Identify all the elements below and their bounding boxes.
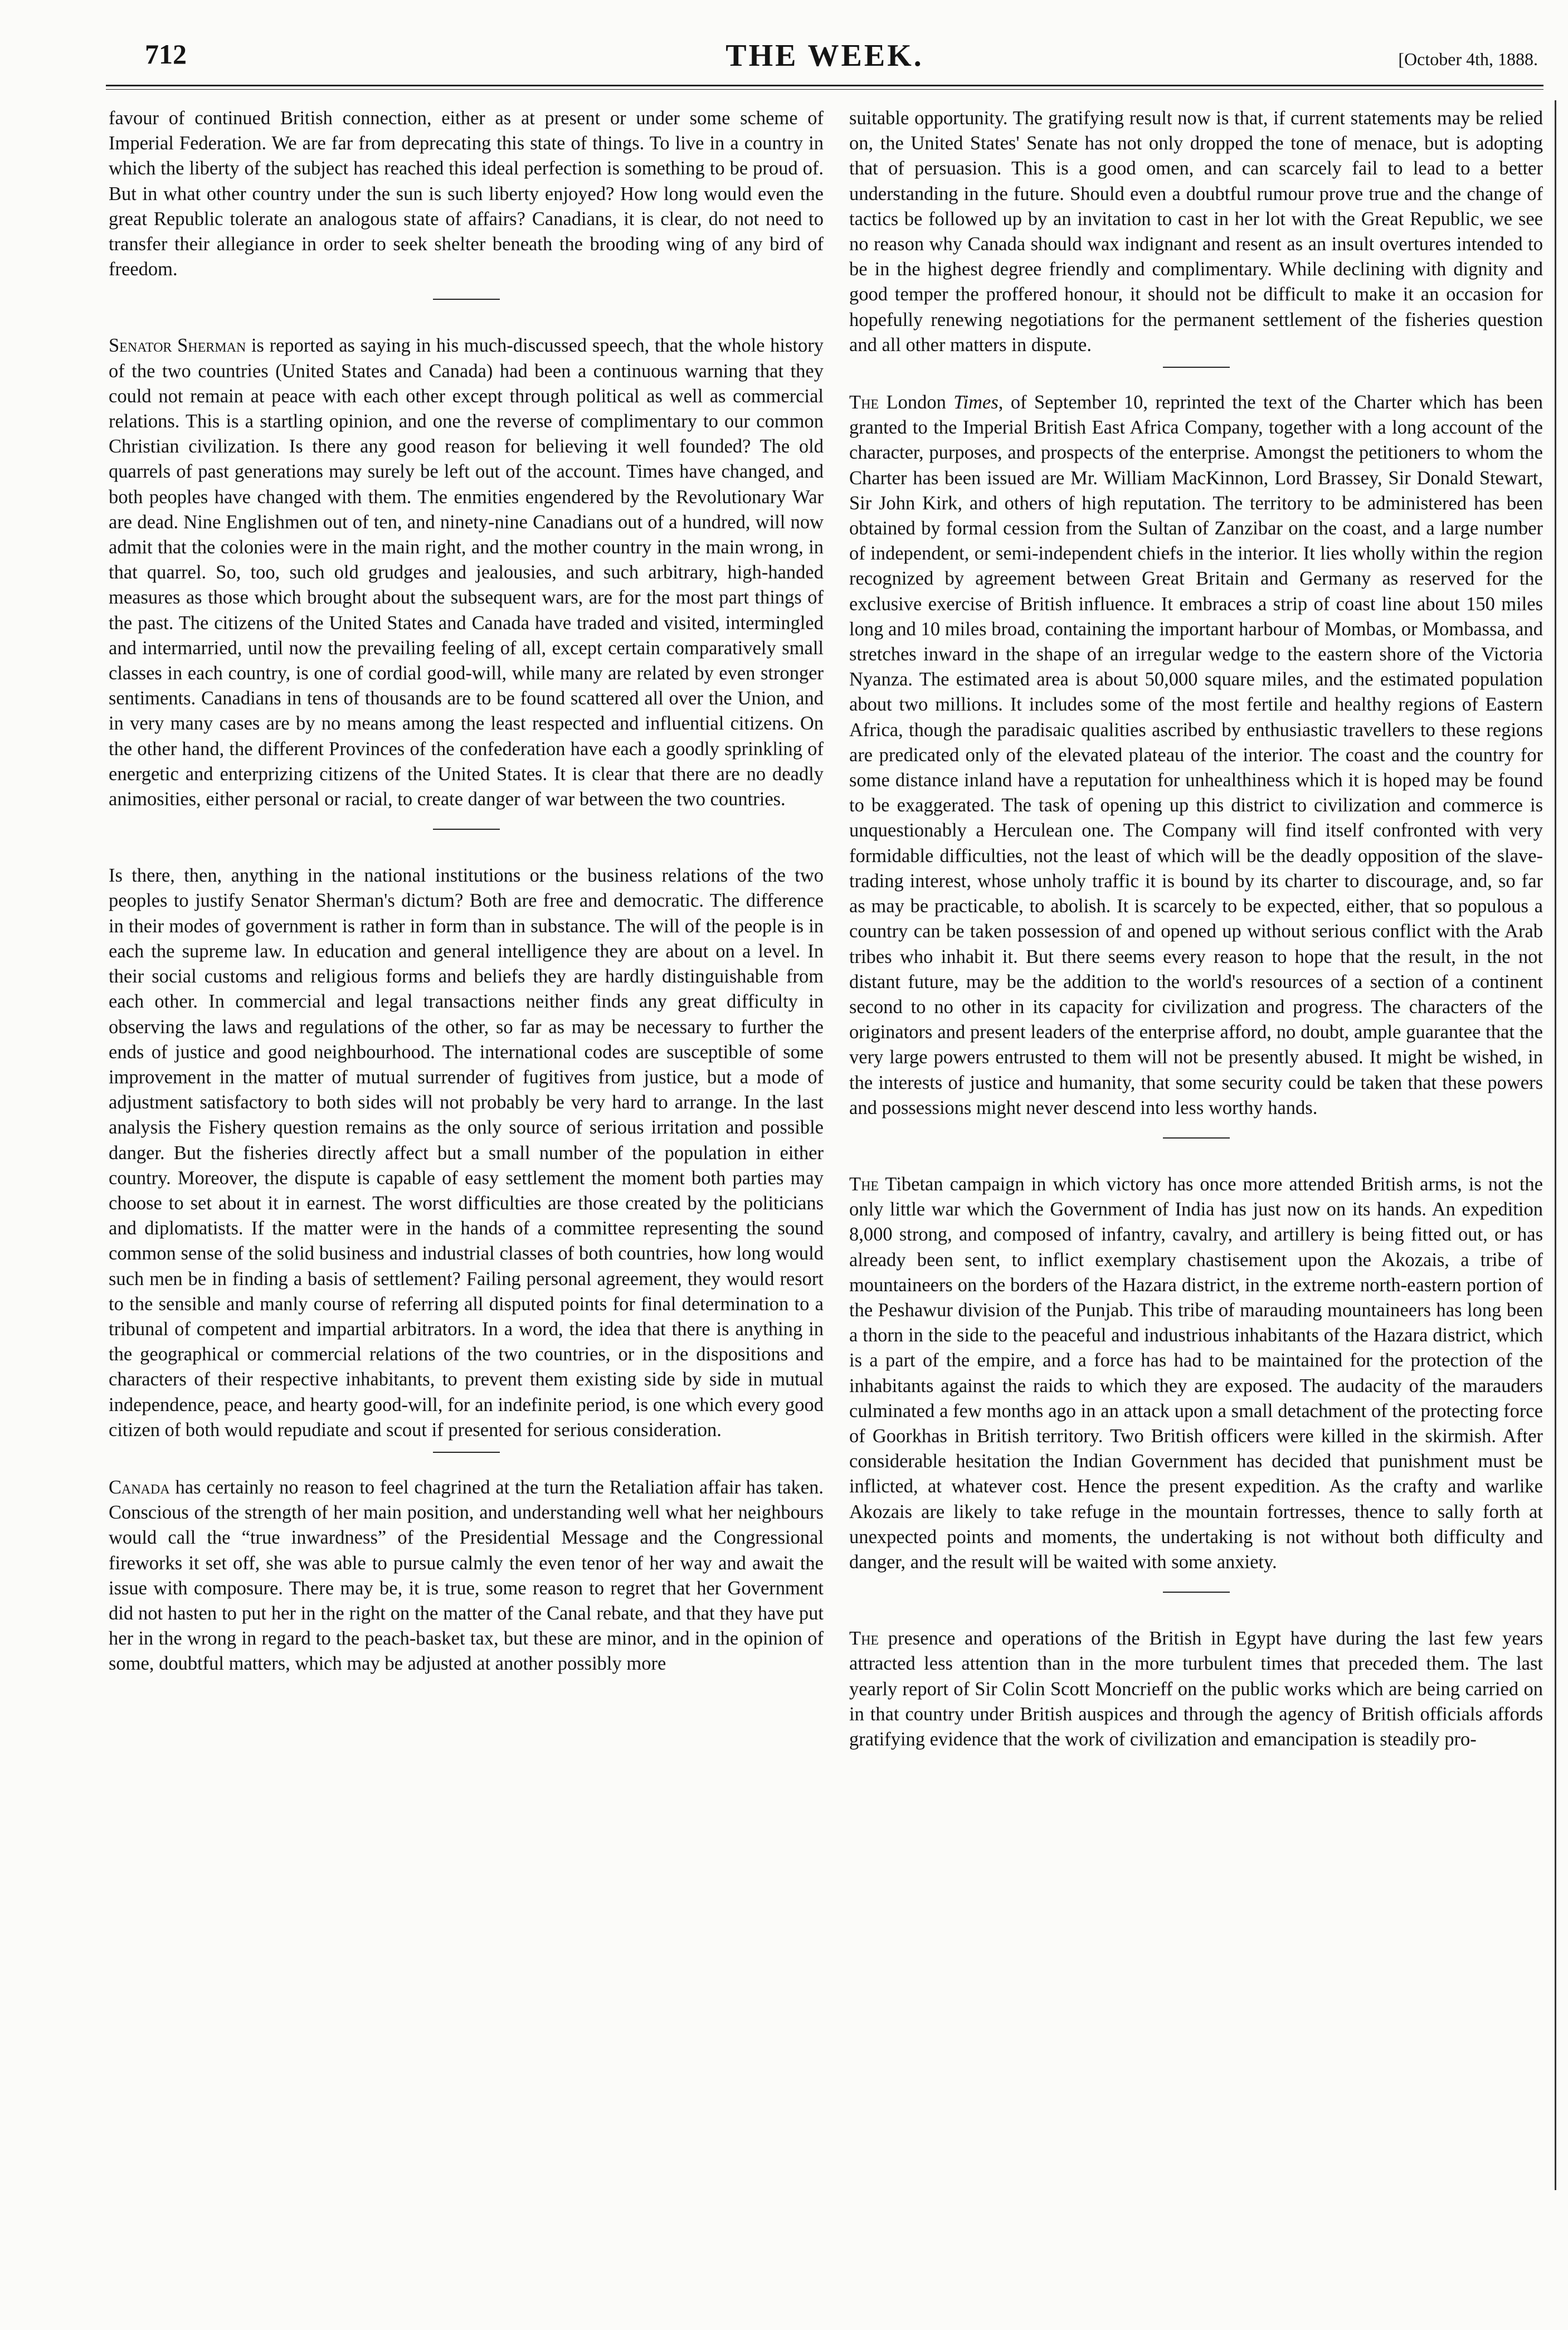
section-separator: [433, 299, 500, 300]
issue-date: [October 4th, 1888.: [1398, 49, 1538, 69]
paragraph-text: London: [879, 392, 954, 414]
lead-in: The: [849, 1628, 879, 1650]
page-edge-shadow: [1555, 100, 1556, 2190]
left-column: [109, 106, 824, 1677]
paragraph-text: is reported as saying in his much-discussed speech, that the whole history of the two countries (United States and Canada) had been a continuous warning that they could not remain at peace with each other except through political as well as commercial relations. This is a startling opinion, and one the reverse of complimentary to our common Christian civilization. Is there any good reason for believing it well founded? The old quarrels of past generations may surely be left out of the account. Times have changed, and both peoples have changed with them. The enmities engendered by the Revolutionary War are dead. Nine Englishmen out of ten, and ninety-nine Canadians out of a hundred, will now admit that the colonies were in the main right, and the mother country in the main wrong, in that quarrel. So, too, such old grudges and jealousies, and such arbitrary, high-handed measures as those which brought about the subsequent wars, are for the most part things of the past. The citizens of the United States and Canada have traded and visited, intermingled and intermarried, until now the prevailing feeling of all, except certain comparatively small classes in each country, is one of cordial good-will, while many are related by even stronger sentiments. Canadians in tens of thousands are to be found scattered all over the Union, and in very many cases are by no means among the least respected and influential citizens. On the other hand, the different Provinces of the confederation have each a goodly sprinkling of energetic and enterprizing citizens of the United States. It is clear that there are no deadly animosities, either personal or racial, to create danger of war between the two countries.: [109, 335, 824, 810]
section-separator: [433, 829, 500, 830]
article-paragraph: suitable opportunity. The gratifying result now is that, if current statements may be relied on, the United States' Senate has not only dropped the tone of menace, but is adopting that of persuasion. This is a good omen, and can scarcely fail to lead to a better understanding in the future. Should even a doubtful rumour prove true and the change of tactics be followed up by an invitation to cast in her lot with the Great Republic, we see no reason why Canada should wax indignant and resent as an insult overtures intended to be in the highest degree friendly and complimentary. While declining with dignity and good temper the proffered honour, it should not be difficult to make it an occasion for hopefully renewing negotiations for the permanent settlement of the fisheries question and all other matters in dispute.: [849, 108, 1543, 356]
section-separator: [1163, 367, 1230, 368]
article-paragraph: [849, 1172, 1543, 1575]
paragraph-text: , of September 10, reprinted the text of the Charter which has been granted to the Imperial British East Africa Company, together with a long account of the character, purposes, and prospects of the enterprise. Amongst the petitioners to whom the Charter has been issued are Mr. William MacKinnon, Lord Brassey, Sir Donald Stewart, Sir John Kirk, and others of high reputation. The territory to be administered has been obtained by formal cession from the Sultan of Zanzibar on the coast, and a large number of independent, or semi-independent chiefs in the interior. It lies wholly within the region recognized by agreement between Great Britain and Germany as reserved for the exclusive exercise of British influence. It embraces a strip of coast line about 150 miles long and 10 miles broad, containing the important harbour of Mombas, or Mombassa, and stretches inward in the shape of an irregular wedge to the eastern shore of the Victoria Nyanza. The estimated area is about 50,000 square miles, and the estimated population about two millions. It includes some of the most fertile and healthy regions of Eastern Africa, though the paradisaic qualities ascribed by enthusiastic travellers to these regions are predicated only of the elevated plateau of the interior. The coast and the country for some distance inland have a reputation for unhealthiness which it is hoped may be found to be exaggerated. The task of opening up this district to civilization and commerce is unquestionably a Herculean one. The Company will find itself confronted with very formidable difficulties, not the least of which will be the deadly opposition of the slave-trading interest, whose unholy traffic it is bound by its charter to discourage, and, so far as may be practicable, to abolish. It is scarcely to be expected, either, that so populous a country can be taken possession of and opened up without serious conflict with the Arab tribes who inhabit it. But there seems every reason to hope that the result, in the not distant future, may be the addition to the world's resources of a section of a continent second to no other in its capacity for civilization and progress. The characters of the originators and present leaders of the enterprise afford, no doubt, ample guarantee that the very large powers entrusted to them will not be presently abused. It might be wished, in the interests of justice and humanity, that some security could be taken that these powers and possessions might never descend into less worthy hands.: [849, 392, 1543, 1118]
masthead-title: THE WEEK.: [725, 38, 924, 73]
lead-in: The: [849, 1173, 879, 1195]
article-paragraph: Is there, then, anything in the national institutions or the business relations of the two peoples to justify Senator Sherman's dictum? Both are free and democratic. The difference in their modes of government is rather in form than in substance. The will of the people is in each the supreme law. In education and general intelligence they are about on a level. In their social customs and religious forms and beliefs they are hardly distinguishable from each other. In commercial and legal transactions neither finds any great difficulty in observing the laws and regulations of the other, so far as may be necessary to further the ends of justice and good neighbourhood. The international codes are susceptible of some improvement in the matter of mutual surrender of fugitives from justice, but a mode of adjustment satisfactory to both sides will not probably be very hard to arrange. In the last analysis the Fishery question remains as the only source of serious irritation and possible danger. But the fisheries directly affect but a small number of the population in either country. Moreover, the dispute is capable of easy settlement the moment both parties may choose to set about it in earnest. The worst difficulties are those created by the politicians and diplomatists. If the matter were in the hands of a committee representing the sound common sense of the solid business and industrial classes of both countries, how long would such men be in finding a basis of settlement? Failing personal agreement, they would resort to the sensible and manly course of referring all disputed points for final determination to a tribunal of competent and impartial arbitrators. In a word, the idea that there is anything in the geographical or commercial relations of the two countries, or in the dispositions and characters of their respective inhabitants, to prevent them existing side by side in mutual independence, peace, and hearty good-will, for an indefinite period, is one which every good citizen of both would repudiate and scout if presented for serious consideration.: [109, 865, 824, 1441]
section-separator: [1163, 1137, 1230, 1139]
page-number: 712: [145, 38, 187, 70]
paragraph-text: Tibetan campaign in which victory has once more attended British arms, is not the only little war which the Government of India has just now on its hands. An expedition 8,000 strong, and composed of infantry, cavalry, and artillery is being fitted out, or has already been sent, to inflict exemplary chastisement upon the Akozais, a tribe of mountaineers on the borders of the Hazara district, in the extreme north-eastern portion of the Peshawur division of the Punjab. This tribe of marauding mountaineers has long been a thorn in the side to the peaceful and industrious inhabitants of the Hazara district, which is a part of the empire, and a force has had to be maintained for the protection of the inhabitants against the raids to which they are exposed. The audacity of the marauders culminated a few months ago in an attack upon a small detachment of the protecting force of Goorkhas in British territory. Two British officers were killed in the skirmish. After considerable hesitation the Indian Government has decided that punishment must be inflicted, at whatever cost. Hence the present expedition. As the crafty and warlike Akozais are likely to take refuge in the mountain fortresses, thence to sally forth at unexpected points and moments, the undertaking is not without both difficulty and danger, and the result will be waited with some anxiety.: [849, 1173, 1543, 1573]
header-rule-thin: [106, 89, 1543, 90]
article-paragraph: [849, 390, 1543, 1121]
article-paragraph: [109, 333, 824, 812]
lead-in: The: [849, 392, 879, 414]
right-column: [849, 106, 1543, 1752]
lead-in: Senator Sherman: [109, 335, 246, 357]
section-separator: [433, 1452, 500, 1453]
page-header: [106, 33, 1543, 84]
article-paragraph: [109, 1475, 824, 1677]
newspaper-name: Times: [953, 392, 999, 414]
article-paragraph: [849, 1626, 1543, 1752]
paragraph-text: presence and operations of the British in Egypt have during the last few years attracted less attention than in the more turbulent times that preceded them. The last yearly report of Sir Colin Scott Moncrieff on the public works which are being carried on in that country under British auspices and through the agency of British officials affords gratifying evidence that the work of civilization and emancipation is steadily pro-: [849, 1628, 1543, 1750]
section-separator: [1163, 1592, 1230, 1593]
header-rule: [106, 85, 1543, 86]
paragraph-text: has certainly no reason to feel chagrined at the turn the Retaliation affair has taken. Conscious of the strength of her main position, and understanding well what her neighbours would call the “true inwardness” of the Presidential Message and the Congressional fireworks it set off, she was able to pursue calmly the even tenor of her way and await the issue with composure. There may be, it is true, some reason to regret that her Government did not hasten to put her in the right on the matter of the Canal rebate, and that they have put her in the wrong in regard to the peach-basket tax, but these are minor, and in the opinion of some, doubtful matters, which may be adjusted at another possibly more: [109, 1476, 824, 1675]
lead-in: Canada: [109, 1476, 170, 1498]
article-paragraph: favour of continued British connection, either as at present or under some scheme of Imperial Federation. We are far from deprecating this state of things. To live in a country in which the liberty of the subject has reached this ideal perfection is something to be proud of. But in what other country under the sun is such liberty enjoyed? How long would even the great Republic tolerate an analogous state of affairs? Canadians, it is clear, do not need to transfer their allegiance in order to seek shelter beneath the brooding wing of any bird of freedom.: [109, 108, 824, 280]
